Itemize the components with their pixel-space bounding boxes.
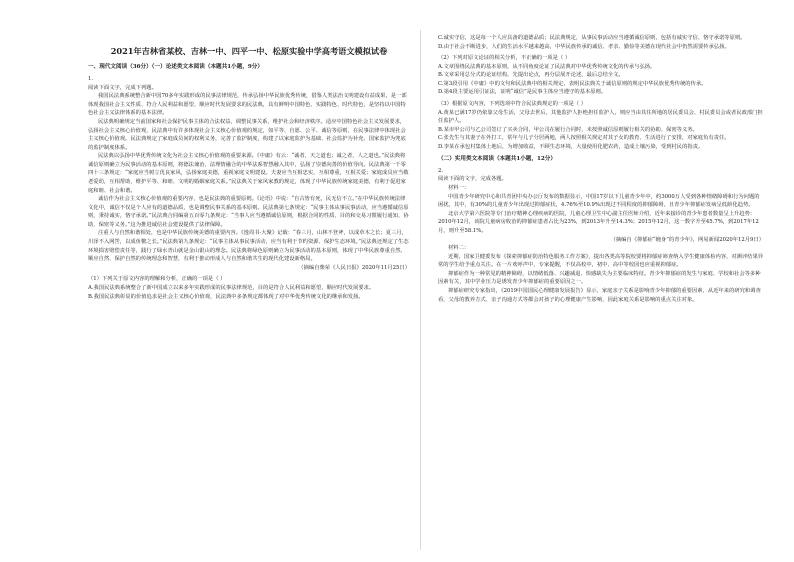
material-source: （摘编自《抑郁症“缠身”的青少年》，网易新闻2020年12月9日） xyxy=(610,236,764,243)
passage-paragraph: 民法典以弘扬中华优秀传统文化为社会主义核心价值观的重要来源。《中庸》有云：“诚者，天之道也；诚之者，人之道也。”民法典将诚信原则确立为民事活动的基本原则，将德法兼治、法理情融合的中华法系智慧融入其中，弘扬了崇德向善的价值导向。民法典第一千零四十三条规定：“家庭应当树立优良家风，弘扬家庭美德，重视家庭文明建设。夫妻应当互相忠实，互相尊重，互相关爱；家庭成员应当敬老爱幼，互相帮助，维护平等、和睦、文明的婚姻家庭关系。”民法典关于家风家教的规定，体现了中华民族传统家庭美德，有利于促进家庭和睦、社会和谐。 xyxy=(88,153,409,194)
question-stem: （3）根据原文内容，下列选项中符合民法典规定的一项是（ ） xyxy=(438,101,587,108)
right-column xyxy=(438,34,764,548)
question-number: 2. xyxy=(438,167,444,174)
answer-option: C.张先生与其妻子在外打工，常年与儿子分居两地，两人按照相关规定对其子女的教育、生活进行了安排，对家庭负有责任。 xyxy=(438,135,730,142)
material-label: 材料一： xyxy=(448,185,470,192)
passage-paragraph: 我国民法典系统整合新中国70多年实践形成的民事法律规范，传承弘扬中华民族优秀传统，借鉴人类法治文明建设有益成果，是一部体现我国社会主义性质、符合人民利益和愿望、顺应时代发展要求的民法典，具有鲜明中国特色、实践特色、时代特色，是坚持以中国特色社会主义法律体系的基本法律。 xyxy=(88,93,407,117)
answer-option: D.由于社会不断进步，人们的生活水平越来越高，中华民族传承的诚信、孝亲、勤俭等美德在现代社会中仍然需要传承弘扬。 xyxy=(438,43,730,50)
material-paragraph: 抑郁症作为一种常见的精神障碍，以情绪低落、兴趣减退、快感缺失为主要临床特征。青少年抑郁症的发生与家庭、学校和社会等多种因素有关，其中学业压力是诱发青少年抑郁症的重要原因之一。 xyxy=(438,270,761,286)
question-number: 1. xyxy=(88,76,94,83)
reading-instruction: 阅读下面文字，完成下列题。 xyxy=(88,84,157,91)
passage-paragraph: 民法典明确规定当前国家和社会保护民事主体的合法权益，调整民事关系，维护社会和经济秩序。适应中国特色社会主义发展要求，弘扬社会主义核心价值观，民法典中有许多体现社会主义核心价值观的规定，如平等、自愿、公平、诚信等原则，在民事法律中体现社会主义核心价值观。民法典规定了家庭成员间的权利义务，完善了监护制度，构建了以家庭监护为基础、社会监护为补充、国家监护为兜底的监护制度体系。 xyxy=(88,118,406,151)
material-paragraph: 中国青少年研究中心和共青团中央办公厅发布的数据显示，中国17岁以下儿童青少年中，约3000万人受到各种情绪障碍和行为问题的困扰，其中，有30%的儿童青少年出现过抑郁症状，4.76%至10.9%出现过不同程度的抑郁障碍，且青少年抑郁症发病呈低龄化趋势。 xyxy=(438,193,760,209)
answer-option: A.我国民法典系统整合了新中国成立以来多年实践形成的民事法律规范，目的是符合人民利益和愿望、顺应时代发展要求。 xyxy=(88,284,375,291)
section-heading-1: 一、现代文阅读（36分）（一）论述类文本阅读（本题共1小题，9分） xyxy=(88,63,263,70)
answer-option: C.诚实守信，这是每一个人应具备的道德品质；民法典规定，从事民事活动应当遵循诚信原则，包括有诚实守信、恪守承诺等原则。 xyxy=(438,35,746,41)
answer-option: C.第3段引用《中庸》中的文句和民法典中的相关规定，表明民法典关于诚信原则的规定中华民族优秀传统的传承。 xyxy=(438,80,707,87)
page-title: 2021年吉林省某校、吉林一中、四平一中、松原实验中学高考语文模拟试卷 xyxy=(110,46,388,56)
answer-option: B.文章采用总分式的论证结构，先提出论点，再分层展开论述，最后总结全文。 xyxy=(438,72,624,79)
answer-option: A.黄某已满17岁仍依靠父母生活，父母去世后，其他监护人拒绝担任监护人，则应当由其住所地的居民委员会、村民委员会或者民政部门担任监护人。 xyxy=(438,109,763,125)
answer-option: A.文章围绕民法典的基本原则，从不同角度论证了民法典对中华优秀传统文化的传承与弘扬。 xyxy=(438,63,656,70)
answer-option: B.我国民法典彰显的价值追求是社会主义核心价值观，民法典中多条规定都体现了对中华优秀传统文化的继承和发扬。 xyxy=(88,293,364,300)
material-paragraph: 北京大学第六医院等专门治疗精神心理疾病的医院，儿童心理卫生中心副主任医师介绍，近年来接诊的青少年患者数量呈上升趋势：2010年12月，该院儿童病房收治的抑郁症患者占比为23%，到2013年升至14.3%；2015年12月，这一数字升至45.7%，到2017年12月，则升至58.1%。 xyxy=(438,210,759,234)
material-paragraph: 近期，国家卫健委发布《探索抑郁症防治特色服务工作方案》，提出各类高等院校要将抑郁症筛查纳入学生健康体检内容，对测评结果异常的学生给予重点关注。在一片欢呼声中，专家提醒，不仅高校中，初中、高中等校园也应重视抑郁症。 xyxy=(438,253,764,269)
question-stem: （2）下列对原文论证的相关分析，不正确的一项是（ ） xyxy=(438,55,571,62)
material-label: 材料二： xyxy=(448,245,470,252)
material-paragraph: 抑郁症研究专家指出，《2019中国国民心理健康发展报告》显示，家庭亲子关系是影响青少年抑郁的重要因素，从近年来的研究和调查看，父母的教养方式、亲子沟通方式等都会对孩子的心理健康产生影响，因此家庭关系是影响的重点关注对象。 xyxy=(438,288,761,303)
left-column xyxy=(88,34,410,548)
passage-paragraph: 诚信作为社会主义核心价值观的重要内容，也是民法典的重要原则。《论语》中说：“自古皆有死，民无信不立。”在中华民族传统法律文化中，诚信不仅是个人应有的道德品质，也是调整民事关系的基本原则。民法典第七条规定：“民事主体从事民事活动，应当遵循诚信原则，秉持诚实，恪守承诺。”民法典合同编第五百零九条规定：“当事人应当遵循诚信原则，根据合同的性质、目的和交易习惯履行通知、协助、保密等义务。”这为推进诚信社会建设提供了法律保障。 xyxy=(88,196,409,228)
answer-option: D.李某在承包村集体土地后，为增加收益，不顾生态环境，大量使用化肥农药，造成土壤污染，受到村民的指责。 xyxy=(438,143,704,150)
passage-paragraph: 注重人与自然和谐相处，也是中华民族传统美德的重要内容。《逸周书·大聚》记载：“春三月，山林不登斧，以成草木之长；夏三月，川泽不入网罟，以成鱼鳖之长。”民法典第九条规定：“民事主体从事民事活动，应当有利于节约资源、保护生态环境。”民法典还规定了生态环境损害赔偿责任等，践行了绿水青山就是金山银山的理念。民法典将绿色原则确立为民事活动的基本原则，体现了中华民族尊重自然、顺应自然、保护自然的传统理念和智慧，有利于推动形成人与自然和谐共生的现代化建设新格局。 xyxy=(88,230,409,263)
question-stem: （1）下列关于原文内容的理解和分析，正确的一项是（ ） xyxy=(88,276,226,283)
passage-source: （摘编自柴荣《人民日报》2020年11月25日） xyxy=(298,264,410,271)
answer-option: D.第4段主要运用引证法，证明“诚信”是民事主体应当遵守的基本原则。 xyxy=(438,89,607,96)
section-heading-2: （二）实用类文本阅读（本题共1小题，12分） xyxy=(438,155,556,162)
column-divider xyxy=(420,30,421,550)
reading-instruction: 阅读下面的文字，完成各题。 xyxy=(438,176,507,183)
answer-option: B.某市甲公司与乙公司签订了买卖合同，甲公司在履行合同时，未按照诚信原则履行相关的协助、保密等义务。 xyxy=(438,126,698,133)
